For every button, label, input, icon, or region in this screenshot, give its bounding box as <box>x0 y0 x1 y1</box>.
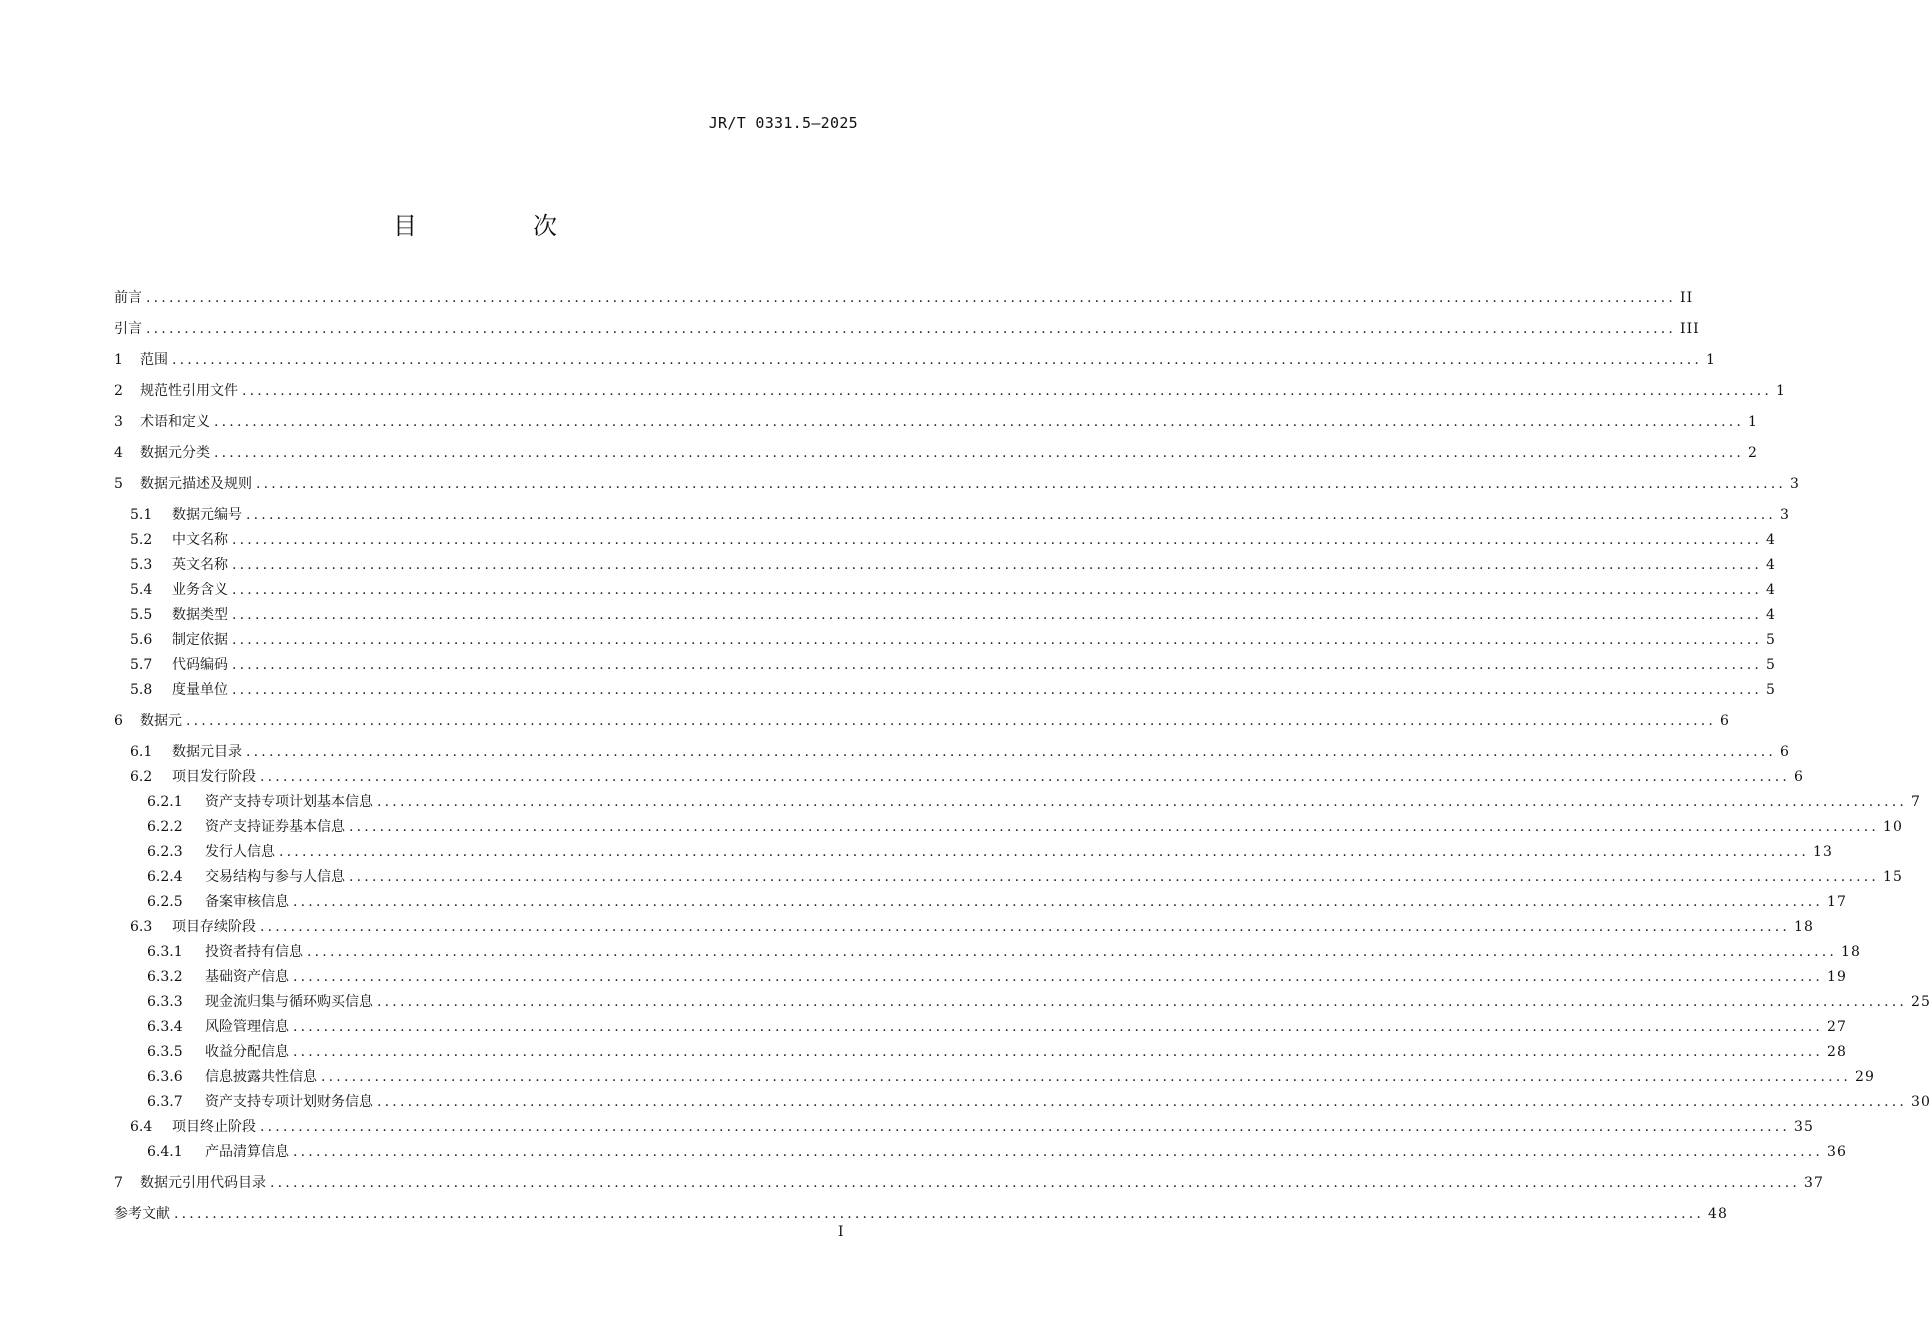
toc-entry-title: 交易结构与参与人信息 <box>205 869 345 885</box>
toc-entry-label <box>130 605 232 625</box>
toc-entry-title: 数据类型 <box>172 607 228 623</box>
toc-entry-number: 5.1 <box>130 507 153 523</box>
toc-entry-number: 6.3.1 <box>147 944 183 960</box>
toc-entry-number: 6.2 <box>130 769 153 785</box>
toc-entry-page: 3 <box>1780 507 1790 523</box>
toc-entry[interactable] <box>147 942 1861 962</box>
toc-entry-title: 制定依据 <box>172 632 228 648</box>
toc-entry-number: 6.3.6 <box>147 1069 183 1085</box>
toc-entry[interactable] <box>130 680 1776 700</box>
toc-entry-label <box>114 412 214 432</box>
toc-entry-page: 6 <box>1794 769 1804 785</box>
toc-entry-title: 前言 <box>114 290 142 306</box>
toc-entry-number: 5.2 <box>130 532 153 548</box>
toc-entry-page: 3 <box>1790 476 1800 492</box>
toc-entry-title: 风险管理信息 <box>205 1019 289 1035</box>
toc-entry-number: 6.3.4 <box>147 1019 183 1035</box>
toc-entry-label <box>114 381 242 401</box>
toc-entry[interactable] <box>114 1204 1728 1224</box>
toc-leader-dots: ........................................................................................................................................................................................................ <box>246 744 1777 760</box>
toc-entry-label <box>147 1042 293 1062</box>
toc-entry[interactable] <box>147 1142 1847 1162</box>
toc-leader-dots: ........................................................................................................................................................................................................ <box>270 1175 1801 1191</box>
toc-entry-title: 代码编码 <box>172 657 228 673</box>
toc-leader-dots: ........................................................................................................................................................................................................ <box>307 944 1838 960</box>
toc-entry-title: 度量单位 <box>172 682 228 698</box>
toc-entry-page: 15 <box>1883 869 1903 885</box>
toc-entry-page: 5 <box>1766 657 1776 673</box>
toc-entry-title: 基础资产信息 <box>205 969 289 985</box>
toc-entry-number: 6.3.2 <box>147 969 183 985</box>
toc-entry-label <box>147 1142 293 1162</box>
toc-entry[interactable] <box>147 1092 1931 1112</box>
toc-entry-title: 引言 <box>114 321 142 337</box>
toc-entry-number: 3 <box>114 414 123 430</box>
toc-entry-page: 27 <box>1827 1019 1847 1035</box>
toc-entry-title: 数据元 <box>140 713 182 729</box>
toc-entry-label <box>147 942 307 962</box>
toc-leader-dots: ........................................................................................................................................................................................................ <box>242 383 1773 399</box>
toc-entry-number: 6.3.7 <box>147 1094 183 1110</box>
toc-leader-dots: ........................................................................................................................................................................................................ <box>232 682 1763 698</box>
toc-leader-dots: ........................................................................................................................................................................................................ <box>293 1144 1824 1160</box>
toc-entry[interactable] <box>130 630 1776 650</box>
toc-entry-label <box>130 630 232 650</box>
toc-entry-page: 5 <box>1766 682 1776 698</box>
toc-entry[interactable] <box>147 1042 1847 1062</box>
toc-entry-page: 6 <box>1780 744 1790 760</box>
toc-entry[interactable] <box>130 1117 1814 1137</box>
toc-entry[interactable] <box>130 767 1804 787</box>
toc-entry-number: 5.7 <box>130 657 153 673</box>
toc-entry[interactable] <box>114 474 1800 494</box>
toc-entry[interactable] <box>147 842 1833 862</box>
toc-entry-title: 收益分配信息 <box>205 1044 289 1060</box>
toc-entry-title: 资产支持专项计划基本信息 <box>205 794 373 810</box>
toc-entry-title: 数据元编号 <box>172 507 242 523</box>
toc-entry-title: 信息披露共性信息 <box>205 1069 317 1085</box>
toc-entry[interactable] <box>147 992 1931 1012</box>
toc-leader-dots: ........................................................................................................................................................................................................ <box>260 769 1791 785</box>
toc-entry[interactable] <box>130 917 1814 937</box>
toc-leader-dots: ........................................................................................................................................................................................................ <box>293 969 1824 985</box>
toc-entry[interactable] <box>147 817 1903 837</box>
toc-entry-title: 产品清算信息 <box>205 1144 289 1160</box>
toc-entry-page: III <box>1680 321 1700 337</box>
toc-entry[interactable] <box>147 967 1847 987</box>
toc-entry-page: 1 <box>1706 352 1716 368</box>
toc-entry-label <box>147 1017 293 1037</box>
toc-entry-number: 5 <box>114 476 123 492</box>
toc-entry[interactable] <box>130 605 1776 625</box>
toc-entry-number: 6.3.5 <box>147 1044 183 1060</box>
toc-entry-label <box>114 319 146 339</box>
toc-entry[interactable] <box>147 1017 1847 1037</box>
toc-entry-label <box>130 680 232 700</box>
toc-entry-title: 备案审核信息 <box>205 894 289 910</box>
toc-entry-number: 6.1 <box>130 744 153 760</box>
toc-entry-title: 发行人信息 <box>205 844 275 860</box>
toc-entry[interactable] <box>130 530 1776 550</box>
toc-leader-dots: ........................................................................................................................................................................................................ <box>293 1044 1824 1060</box>
toc-leader-dots: ........................................................................................................................................................................................................ <box>377 994 1908 1010</box>
toc-leader-dots: ........................................................................................................................................................................................................ <box>232 607 1763 623</box>
toc-entry-number: 5.4 <box>130 582 153 598</box>
toc-leader-dots: ........................................................................................................................................................................................................ <box>377 794 1908 810</box>
toc-entry-number: 6.4 <box>130 1119 153 1135</box>
page-number: I <box>838 1224 844 1240</box>
toc-entry-page: 5 <box>1766 632 1776 648</box>
toc-entry[interactable] <box>130 655 1776 675</box>
toc-entry-title: 参考文献 <box>114 1206 170 1222</box>
toc-leader-dots: ........................................................................................................................................................................................................ <box>214 445 1745 461</box>
toc-entry-page: 1 <box>1748 414 1758 430</box>
toc-entry[interactable] <box>114 443 1758 463</box>
toc-entry-label <box>147 967 293 987</box>
toc-entry-page: 1 <box>1776 383 1786 399</box>
toc-entry-label <box>130 580 232 600</box>
toc-entry[interactable] <box>130 742 1790 762</box>
toc-entry-number: 5.8 <box>130 682 153 698</box>
toc-entry-page: 35 <box>1794 1119 1814 1135</box>
toc-entry-label <box>114 711 186 731</box>
page-title: 目 次 <box>393 212 603 240</box>
toc-entry-page: 10 <box>1883 819 1903 835</box>
toc-entry-label <box>130 655 232 675</box>
toc-entry-label <box>147 992 377 1012</box>
toc-entry-number: 7 <box>114 1175 123 1191</box>
toc-entry[interactable] <box>114 319 1700 339</box>
toc-entry-number: 5.5 <box>130 607 153 623</box>
toc-leader-dots: ........................................................................................................................................................................................................ <box>293 1019 1824 1035</box>
toc-entry-page: 7 <box>1911 794 1921 810</box>
toc-entry-label <box>130 530 232 550</box>
toc-entry-label <box>114 350 172 370</box>
toc-entry-title: 项目存续阶段 <box>172 919 256 935</box>
toc-entry-title: 资产支持专项计划财务信息 <box>205 1094 373 1110</box>
toc-leader-dots: ........................................................................................................................................................................................................ <box>293 894 1824 910</box>
toc-leader-dots: ........................................................................................................................................................................................................ <box>349 819 1880 835</box>
toc-entry-page: 30 <box>1911 1094 1931 1110</box>
toc-entry-label <box>147 817 349 837</box>
toc-leader-dots: ........................................................................................................................................................................................................ <box>246 507 1777 523</box>
toc-entry-page: 48 <box>1708 1206 1728 1222</box>
toc-entry[interactable] <box>114 381 1786 401</box>
toc-entry[interactable] <box>114 412 1758 432</box>
toc-entry-page: 6 <box>1720 713 1730 729</box>
toc-entry-label <box>114 474 256 494</box>
toc-entry-title: 英文名称 <box>172 557 228 573</box>
toc-entry-label <box>114 1204 174 1224</box>
toc-leader-dots: ........................................................................................................................................................................................................ <box>214 414 1745 430</box>
toc-entry-label <box>130 767 260 787</box>
toc-entry-page: 19 <box>1827 969 1847 985</box>
toc-entry-label <box>147 892 293 912</box>
toc-entry-page: 4 <box>1766 582 1776 598</box>
toc-entry-title: 数据元分类 <box>140 445 210 461</box>
toc-entry-page: 28 <box>1827 1044 1847 1060</box>
toc-entry-title: 数据元引用代码目录 <box>140 1175 266 1191</box>
toc-entry[interactable] <box>147 892 1847 912</box>
toc-entry-label <box>130 1117 260 1137</box>
toc-leader-dots: ........................................................................................................................................................................................................ <box>256 476 1787 492</box>
toc-leader-dots: ........................................................................................................................................................................................................ <box>321 1069 1852 1085</box>
toc-entry-label <box>114 288 146 308</box>
toc-entry-title: 术语和定义 <box>140 414 210 430</box>
toc-leader-dots: ........................................................................................................................................................................................................ <box>232 557 1763 573</box>
toc-leader-dots: ........................................................................................................................................................................................................ <box>260 919 1791 935</box>
toc-entry-page: 2 <box>1748 445 1758 461</box>
toc-entry-label <box>130 742 246 762</box>
toc-entry-page: 17 <box>1827 894 1847 910</box>
toc-entry[interactable] <box>114 1173 1824 1193</box>
toc-entry-page: 18 <box>1794 919 1814 935</box>
toc-entry-title: 数据元描述及规则 <box>140 476 252 492</box>
toc-entry-label <box>130 555 232 575</box>
toc-entry-number: 6.2.2 <box>147 819 183 835</box>
toc-leader-dots: ........................................................................................................................................................................................................ <box>186 713 1717 729</box>
toc-entry-number: 6.2.4 <box>147 869 183 885</box>
toc-entry[interactable] <box>130 580 1776 600</box>
toc-entry-number: 4 <box>114 445 123 461</box>
toc-leader-dots: ........................................................................................................................................................................................................ <box>260 1119 1791 1135</box>
toc-entry[interactable] <box>114 711 1730 731</box>
toc-entry-title: 范围 <box>140 352 168 368</box>
toc-entry-page: 18 <box>1841 944 1861 960</box>
toc-entry-title: 投资者持有信息 <box>205 944 303 960</box>
toc-leader-dots: ........................................................................................................................................................................................................ <box>232 582 1763 598</box>
toc-leader-dots: ........................................................................................................................................................................................................ <box>232 532 1763 548</box>
toc-entry[interactable] <box>114 350 1716 370</box>
toc-entry-page: 4 <box>1766 557 1776 573</box>
toc-leader-dots: ........................................................................................................................................................................................................ <box>174 1206 1705 1222</box>
toc-entry-number: 5.6 <box>130 632 153 648</box>
toc-entry-title: 项目终止阶段 <box>172 1119 256 1135</box>
toc-entry-title: 业务含义 <box>172 582 228 598</box>
toc-entry-page: 4 <box>1766 532 1776 548</box>
toc-entry-number: 6.3 <box>130 919 153 935</box>
toc-entry-label <box>114 1173 270 1193</box>
toc-entry-number: 2 <box>114 383 123 399</box>
toc-entry-label <box>114 443 214 463</box>
toc-entry-number: 6.2.5 <box>147 894 183 910</box>
toc-entry[interactable] <box>147 792 1921 812</box>
toc-entry-page: 13 <box>1813 844 1833 860</box>
toc-leader-dots: ........................................................................................................................................................................................................ <box>377 1094 1908 1110</box>
toc-entry-number: 6.3.3 <box>147 994 183 1010</box>
toc-leader-dots: ........................................................................................................................................................................................................ <box>349 869 1880 885</box>
toc-entry[interactable] <box>147 1067 1875 1087</box>
toc-entry-label <box>147 1067 321 1087</box>
toc-entry-number: 5.3 <box>130 557 153 573</box>
toc-entry[interactable] <box>114 288 1694 308</box>
toc-entry-title: 资产支持证券基本信息 <box>205 819 345 835</box>
toc-entry[interactable] <box>130 555 1776 575</box>
toc-entry-title: 数据元目录 <box>172 744 242 760</box>
toc-leader-dots: ........................................................................................................................................................................................................ <box>232 632 1763 648</box>
toc-leader-dots: ........................................................................................................................................................................................................ <box>146 321 1677 337</box>
toc-leader-dots: ........................................................................................................................................................................................................ <box>232 657 1763 673</box>
standard-code: JR/T 0331.5—2025 <box>708 114 858 132</box>
toc-entry-page: 25 <box>1911 994 1931 1010</box>
toc-entry-number: 6.4.1 <box>147 1144 183 1160</box>
toc-entry-title: 中文名称 <box>172 532 228 548</box>
toc-entry[interactable] <box>147 867 1903 887</box>
toc-entry-label <box>147 867 349 887</box>
toc-entry-page: 36 <box>1827 1144 1847 1160</box>
toc-entry-label <box>130 917 260 937</box>
toc-entry[interactable] <box>130 505 1790 525</box>
toc-entry-title: 规范性引用文件 <box>140 383 238 399</box>
toc-entry-number: 1 <box>114 352 123 368</box>
toc-entry-title: 现金流归集与循环购买信息 <box>205 994 373 1010</box>
toc-entry-title: 项目发行阶段 <box>172 769 256 785</box>
toc-entry-label <box>147 792 377 812</box>
toc-leader-dots: ........................................................................................................................................................................................................ <box>172 352 1703 368</box>
toc-leader-dots: ........................................................................................................................................................................................................ <box>146 290 1677 306</box>
toc-entry-page: II <box>1680 290 1694 306</box>
toc-entry-label <box>147 1092 377 1112</box>
toc-entry-page: 29 <box>1855 1069 1875 1085</box>
toc-entry-number: 6.2.1 <box>147 794 183 810</box>
toc-entry-label <box>147 842 279 862</box>
toc-entry-number: 6.2.3 <box>147 844 183 860</box>
toc-entry-number: 6 <box>114 713 123 729</box>
toc-entry-page: 4 <box>1766 607 1776 623</box>
toc-entry-label <box>130 505 246 525</box>
toc-entry-page: 37 <box>1804 1175 1824 1191</box>
toc-leader-dots: ........................................................................................................................................................................................................ <box>279 844 1810 860</box>
